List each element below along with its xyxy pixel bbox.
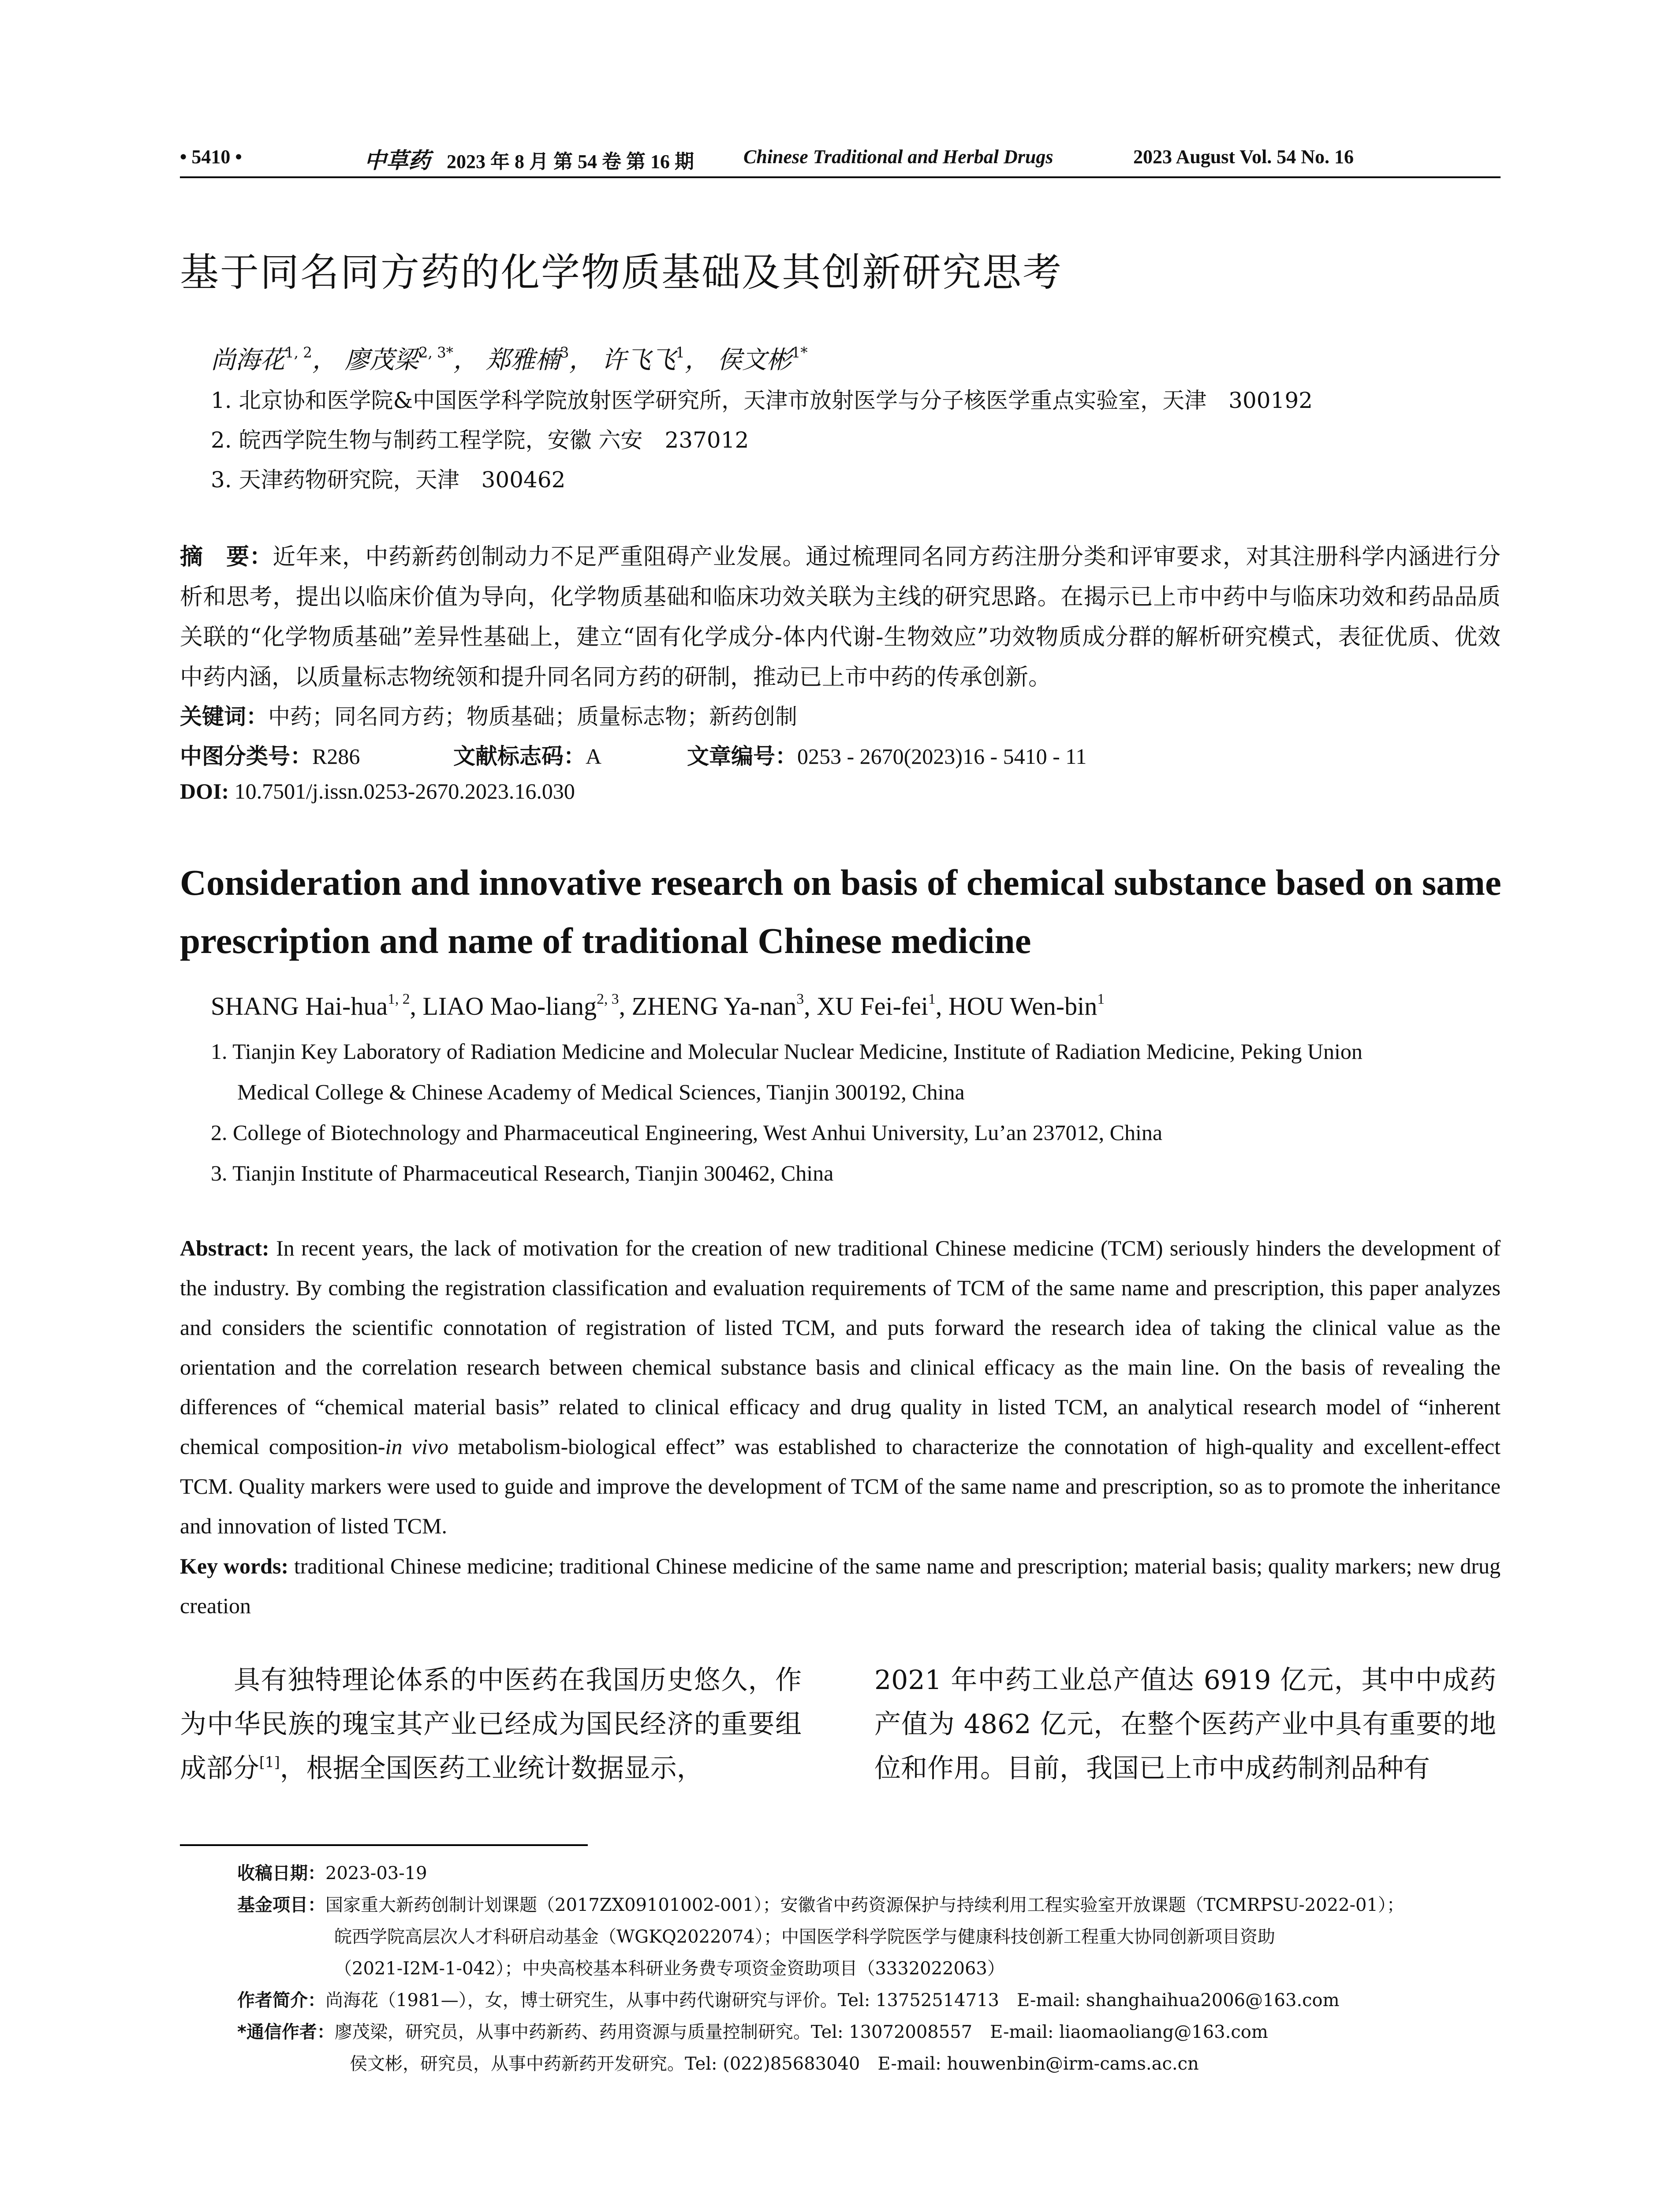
author-en: ZHENG Ya-nan$^3$, bbox=[631, 990, 817, 1020]
authors-en bbox=[211, 991, 1105, 1021]
author-en: LIAO Mao-liang$^{2, 3}$, bbox=[422, 990, 632, 1020]
article-number: 文章编号：0253 - 2670(2023)16 - 5410 - 11 bbox=[687, 744, 1087, 769]
author-cn: 侯文彬$^{1*}$ bbox=[717, 344, 808, 374]
author-en: SHANG Hai-hua$^{1, 2}$, bbox=[211, 990, 423, 1020]
keywords-en-text: traditional Chinese medicine; traditional Chinese medicine of the same name and prescription; material basis; quality markers; new drug creation bbox=[180, 1554, 1501, 1618]
issue-en: 2023 August Vol. 54 No. 16 bbox=[1133, 146, 1354, 168]
abstract-cn-label: 摘 要： bbox=[180, 544, 273, 570]
affiliation-en-2: 2. College of Biotechnology and Pharmaceutical Engineering, West Anhui University, Lu’an 237012, China bbox=[211, 1120, 1163, 1145]
title-cn: 基于同名同方药的化学物质基础及其创新研究思考 bbox=[180, 250, 1063, 295]
body-right-column: 2021 年中药工业总产值达 6919 亿元，其中中成药产值为 4862 亿元，在整个医药产业中具有重要的地位和作用。目前，我国已上市中成药制剂品种有 bbox=[874, 1665, 1496, 1784]
affiliation-en-1-cont: Medical College & Chinese Academy of Medical Sciences, Tianjin 300192, China bbox=[237, 1080, 965, 1104]
keywords-en-label: Key words: bbox=[180, 1554, 289, 1578]
abstract-en-label: Abstract: bbox=[180, 1236, 269, 1260]
doi-value: 10.7501/j.issn.0253-2670.2023.16.030 bbox=[234, 779, 575, 804]
affiliations-en bbox=[211, 1031, 1501, 1193]
journal-name-en: Chinese Traditional and Herbal Drugs bbox=[743, 146, 1053, 168]
header-rule bbox=[180, 176, 1501, 178]
abstract-cn bbox=[180, 537, 1501, 698]
affiliation-cn-1: 1. 北京协和医学院&中国医学科学院放射医学研究所，天津市放射医学与分子核医学重点实验室，天津 300192 bbox=[211, 388, 1313, 413]
page-number: • 5410 • bbox=[180, 146, 242, 168]
footnote-fund-cont-2: （2021-I2M-1-042）；中央高校基本科研业务费专项资金资助项目（3332022063） bbox=[334, 1958, 1005, 1979]
footnote-corresponding-2: 侯文彬，研究员，从事中药新药开发研究。Tel: (022)85683040 E-mail: houwenbin@irm-cams.ac.cn bbox=[350, 2054, 1199, 2074]
author-en: HOU Wen-bin$^1$ bbox=[948, 990, 1105, 1020]
running-header bbox=[180, 141, 1501, 176]
footnote-received: 收稿日期：2023-03-19 bbox=[237, 1863, 427, 1884]
keywords-cn-text: 中药；同名同方药；物质基础；质量标志物；新药创制 bbox=[268, 704, 797, 729]
affiliation-cn-2: 2. 皖西学院生物与制药工程学院，安徽 六安 237012 bbox=[211, 427, 749, 453]
citation-ref: [1] bbox=[259, 1753, 280, 1771]
clc-code: 中图分类号：R286 bbox=[180, 744, 360, 769]
doi-label: DOI: bbox=[180, 779, 229, 804]
abstract-cn-text: 近年来，中药新药创制动力不足严重阻碍产业发展。通过梳理同名同方药注册分类和评审要求，对其注册科学内涵进行分析和思考，提出以临床价值为导向，化学物质基础和临床功效关联为主线的研究思路。在揭示已上市中药中与临床功效和药品品质关联的“化学物质基础”差异性基础上，建立“固有化学成分-体内代谢-生物效应”功效物质成分群的解析研究模式，表征优质、优效中药内涵，以质量标志物统领和提升同名同方药的研制，推动已上市中药的传承创新。 bbox=[180, 544, 1501, 691]
body-left-column: 具有独特理论体系的中医药在我国历史悠久，作为中华民族的瑰宝其产业已经成为国民经济的重要组成部分[1]，根据全国医药工业统计数据显示， bbox=[180, 1665, 802, 1784]
issue-cn: 2023 年 8 月 第 54 卷 第 16 期 bbox=[447, 151, 694, 172]
author-en: XU Fei-fei$^1$, bbox=[817, 990, 948, 1020]
document-code: 文献标志码：A bbox=[453, 744, 602, 769]
affiliation-en-3: 3. Tianjin Institute of Pharmaceutical Research, Tianjin 300462, China bbox=[211, 1161, 834, 1185]
footnote-author: 作者简介：尚海花（1981—），女，博士研究生，从事中药代谢研究与评价。Tel: 13752514713 E-mail: shanghaihua2006@163.com bbox=[237, 1990, 1340, 2011]
footnote-rule bbox=[180, 1844, 588, 1846]
footnote-fund-cont-1: 皖西学院高层次人才科研启动基金（WGKQ2022074）；中国医学科学院医学与健康科技创新工程重大协同创新项目资助 bbox=[334, 1927, 1275, 1947]
keywords-cn-label: 关键词： bbox=[180, 704, 268, 729]
affiliation-cn-3: 3. 天津药物研究院，天津 300462 bbox=[211, 467, 566, 493]
author-cn: 许飞飞$^1$， bbox=[601, 344, 709, 374]
title-en: Consideration and innovative research on basis of chemical substance based on same prescription and name of traditional Chinese medicine bbox=[180, 862, 1501, 961]
abstract-en: Abstract: In recent years, the lack of motivation for the creation of new traditional Chinese medicine (TCM) seriously hinders the development of the industry. By combing the registration classification and evaluation requirements of TCM of the same name and prescription, this paper analyzes and considers the scientific connotation of registration of listed TCM, and puts forward the research idea of taking the clinical value as the orientation and the correlation research between chemical substance basis and clinical efficacy as the main line. On the basis of revealing the differences of “chemical material basis” related to clinical efficacy and drug quality in listed TCM, an analytical research model of “inherent chemical composition-in vivo metabolism-biological effect” was established to characterize the connotation of high-quality and excellent-effect TCM. Quality markers were used to guide and improve the development of TCM of the same name and prescription, so as to promote the inheritance and innovation of listed TCM. bbox=[180, 1236, 1501, 1538]
keywords-cn bbox=[180, 699, 797, 731]
affiliation-en-1: 1. Tianjin Key Laboratory of Radiation Medicine and Molecular Nuclear Medicine, Institute of Radiation Medicine, Peking Union bbox=[211, 1039, 1363, 1064]
doi bbox=[180, 778, 575, 804]
author-cn: 郑雅楠$^3$， bbox=[485, 344, 594, 374]
author-cn: 尚海花$^{1, 2}$， bbox=[211, 344, 337, 374]
footnote-corresponding: *通信作者：廖茂梁，研究员，从事中药新药、药用资源与质量控制研究。Tel: 13072008557 E-mail: liaomaoliang@163.com bbox=[237, 2022, 1268, 2042]
author-cn: 廖茂梁$^{2, 3*}$， bbox=[344, 344, 478, 374]
authors-cn bbox=[211, 340, 808, 376]
footnote-fund: 基金项目：国家重大新药创制计划课题（2017ZX09101002-001）；安徽省中药资源保护与持续利用工程实验室开放课题（TCMRPSU-2022-01）； bbox=[237, 1895, 1404, 1915]
keywords-en bbox=[180, 1546, 1501, 1626]
journal-name-cn: 中草药 bbox=[364, 148, 430, 173]
